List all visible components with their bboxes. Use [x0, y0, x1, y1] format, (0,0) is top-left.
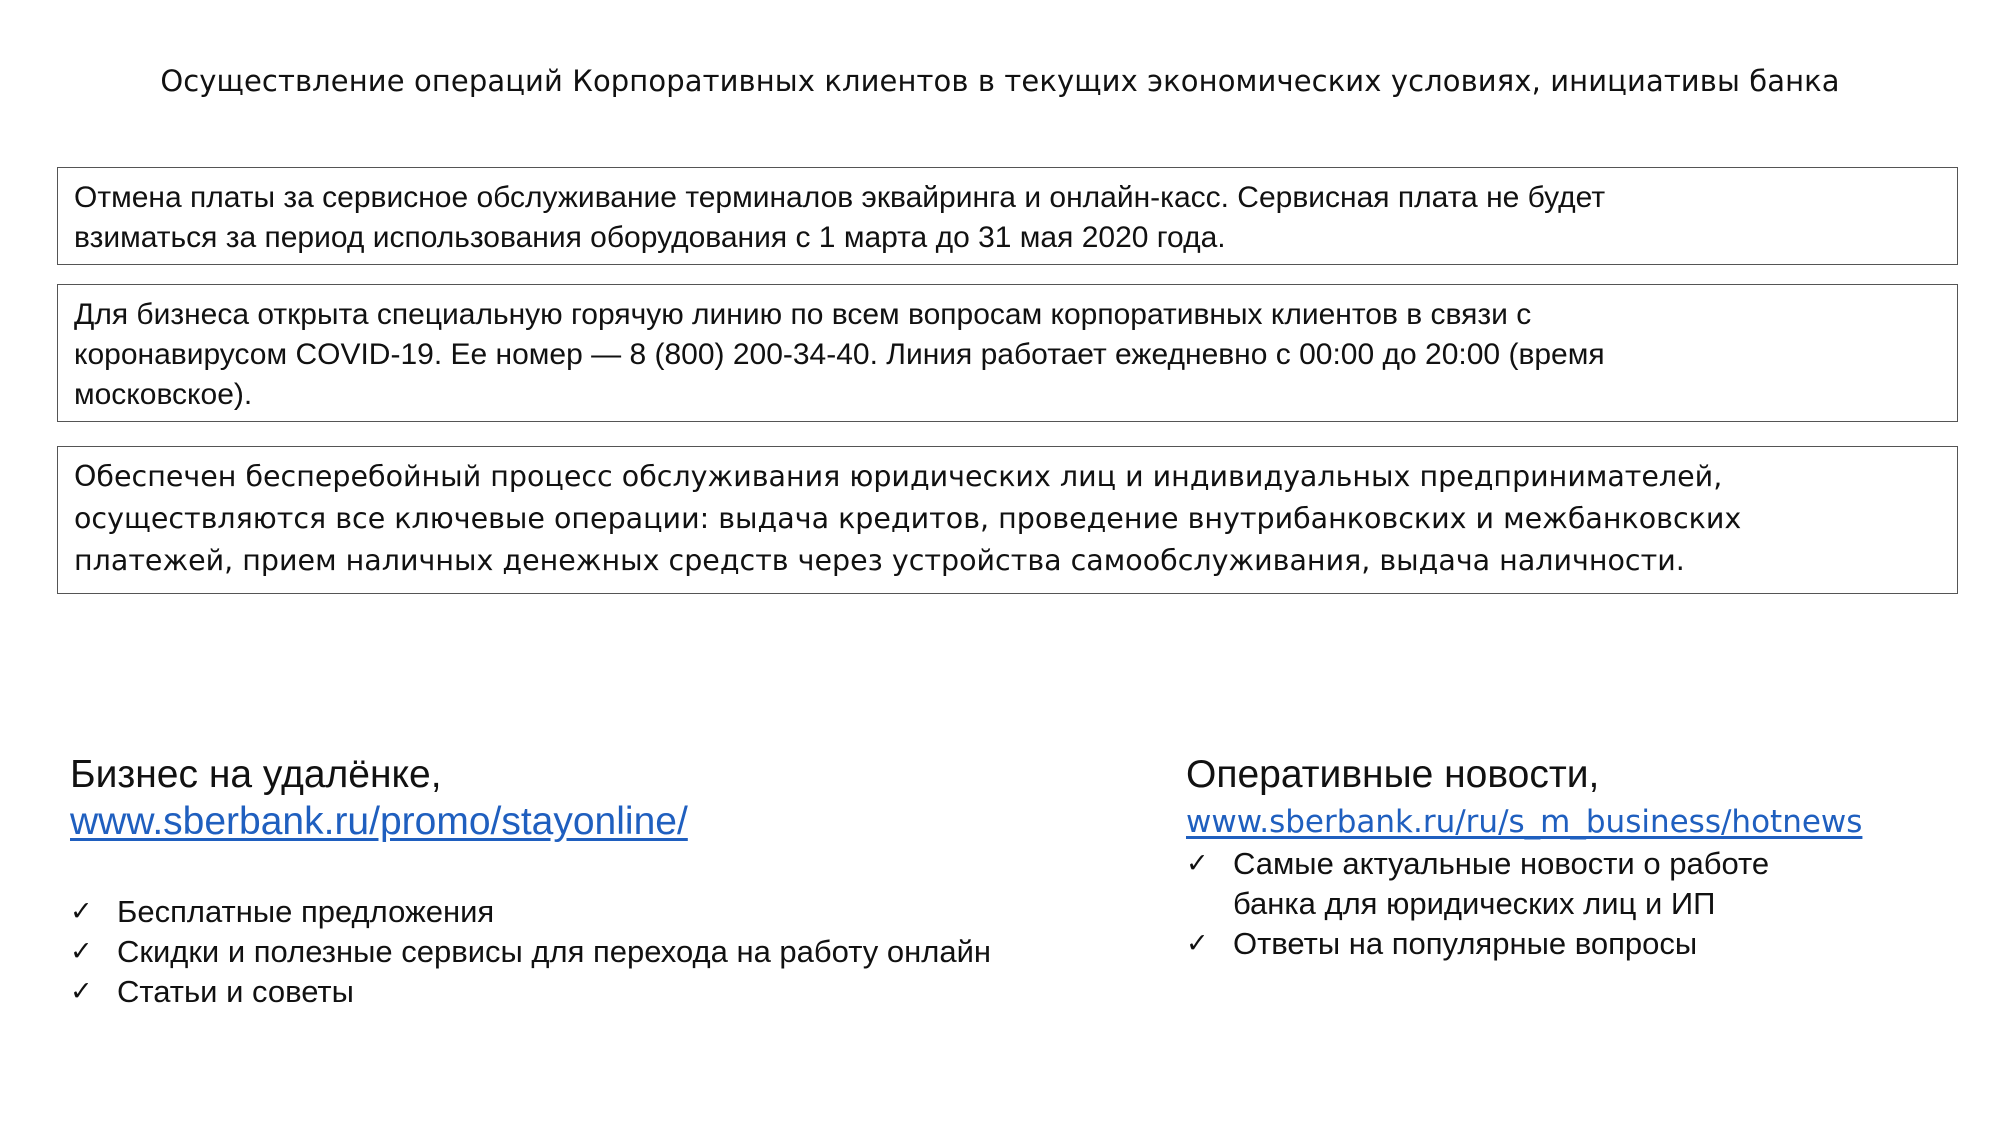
list-item [1186, 924, 1966, 964]
hot-news-list [1186, 844, 1966, 964]
checkmark-icon: ✓ [70, 976, 93, 1007]
info-box-line: Обеспечен бесперебойный процесс обслуживания юридических лиц и индивидуальных предпринимателей, [74, 460, 1723, 493]
list-item-text: Скидки и полезные сервисы для перехода на работу онлайн [117, 934, 992, 969]
checkmark-icon: ✓ [70, 936, 93, 967]
info-box-hotline [57, 284, 1958, 422]
list-item [70, 972, 1130, 1012]
hot-news-section [1186, 752, 1966, 964]
info-box-service-fee [57, 167, 1958, 265]
checkmark-icon: ✓ [1186, 848, 1209, 879]
remote-business-section [70, 752, 1130, 1012]
info-box-line: платежей, прием наличных денежных средств через устройства самообслуживания, выдача наличности. [74, 544, 1685, 577]
info-box-line: коронавирусом COVID-19. Ее номер — 8 (800) 200-34-40. Линия работает ежедневно с 00:00 до 20:00 (время [74, 338, 1605, 371]
list-item-text: Ответы на популярные вопросы [1233, 926, 1698, 961]
info-box-line: московское). [74, 378, 253, 411]
info-box-line: Для бизнеса открыта специальную горячую линию по всем вопросам корпоративных клиентов в связи с [74, 298, 1532, 331]
stayonline-link[interactable]: www.sberbank.ru/promo/stayonline/ [70, 800, 688, 843]
info-box-line: осуществляются все ключевые операции: выдача кредитов, проведение внутрибанковских и межбанковских [74, 502, 1742, 535]
info-box-line: Отмена платы за сервисное обслуживание терминалов эквайринга и онлайн-касс. Сервисная плата не будет [74, 181, 1606, 214]
info-box-line: взиматься за период использования оборудования с 1 марта до 31 мая 2020 года. [74, 221, 1226, 254]
list-item-text: банка для юридических лиц и ИП [1233, 886, 1716, 921]
list-item-text: Самые актуальные новости о работе [1233, 846, 1770, 881]
hotnews-link[interactable]: www.sberbank.ru/ru/s_m_business/hotnews [1186, 804, 1863, 840]
info-box-operations [57, 446, 1958, 594]
checkmark-icon: ✓ [1186, 928, 1209, 959]
list-item [1186, 844, 1966, 924]
list-item-text: Бесплатные предложения [117, 894, 495, 929]
list-item [70, 892, 1130, 932]
slide-title: Осуществление операций Корпоративных клиентов в текущих экономических условиях, инициативы банка [160, 64, 1840, 98]
remote-business-heading: Бизнес на удалёнке, [70, 753, 442, 796]
list-item [70, 932, 1130, 972]
list-item-text: Статьи и советы [117, 974, 354, 1009]
checkmark-icon: ✓ [70, 896, 93, 927]
hot-news-heading: Оперативные новости, [1186, 753, 1600, 796]
remote-business-list [70, 892, 1130, 1012]
